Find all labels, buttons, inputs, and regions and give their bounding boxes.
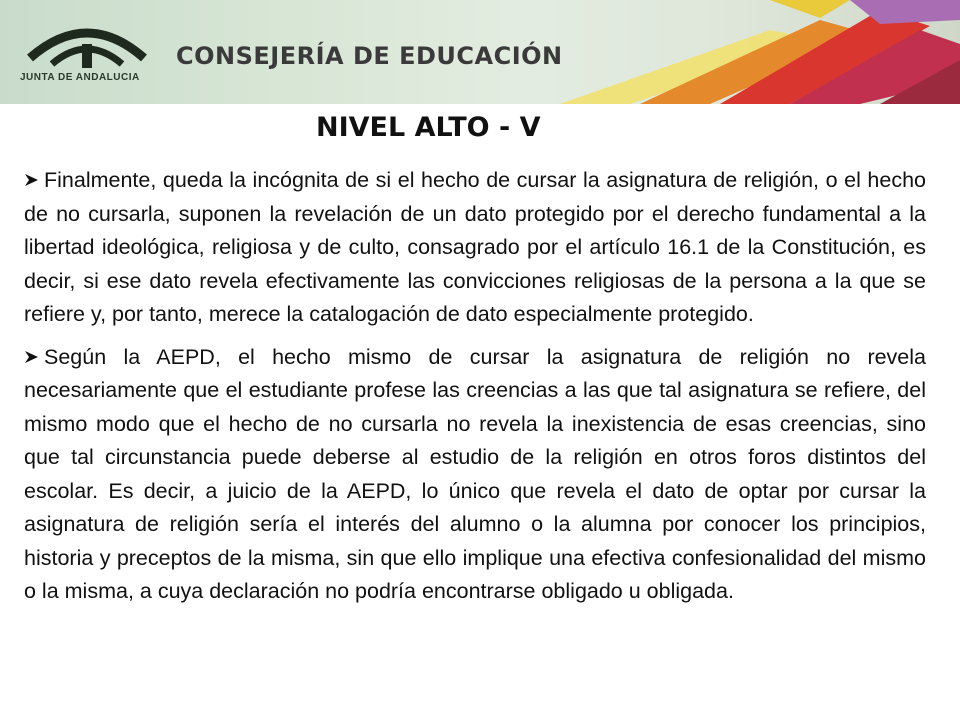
arrow-bullet-icon	[24, 172, 40, 188]
paragraph-1	[24, 164, 926, 332]
logo-caption: JUNTA DE ANDALUCIA	[20, 72, 140, 83]
header-banner	[0, 0, 960, 104]
junta-de-andalucia-logo	[22, 14, 152, 74]
crayons-image	[520, 0, 960, 104]
paragraph-2	[24, 341, 926, 609]
arrow-bullet-icon	[24, 349, 40, 365]
paragraph-text: Según la AEPD, el hecho mismo de cursar la asignatura de religión no revela necesariamente que el estudiante profese las creencias a las que tal asignatura se refiere, del mismo modo que el hecho de no cursarla no revela la inexistencia de esas creencias, sino que tal circunstancia puede deberse al estudio de la religión en otros foros distintos del escolar. Es decir, a juicio de la AEPD, lo único que revela el dato de optar por cursar la asignatura de religión sería el interés del alumno o la alumna por conocer los principios, historia y preceptos de la misma, sin que ello implique una efectiva confesionalidad del mismo o la misma, a cuya declaración no podría encontrarse obligado u obligada.	[24, 344, 926, 603]
paragraph-text: Finalmente, queda la incógnita de si el hecho de cursar la asignatura de religión, o el hecho de no cursarla, suponen la revelación de un dato protegido por el derecho fundamental a la libertad ideológica, religiosa y de culto, consagrado por el artículo 16.1 de la Constitución, es decir, si ese dato revela efectivamente las convicciones religiosas de la persona a la que se refiere y, por tanto, merece la catalogación de dato especialmente protegido.	[24, 168, 926, 326]
slide-title: NIVEL ALTO - V	[316, 112, 541, 143]
slide-body	[24, 164, 926, 618]
org-title: CONSEJERÍA DE EDUCACIÓN	[176, 42, 563, 70]
